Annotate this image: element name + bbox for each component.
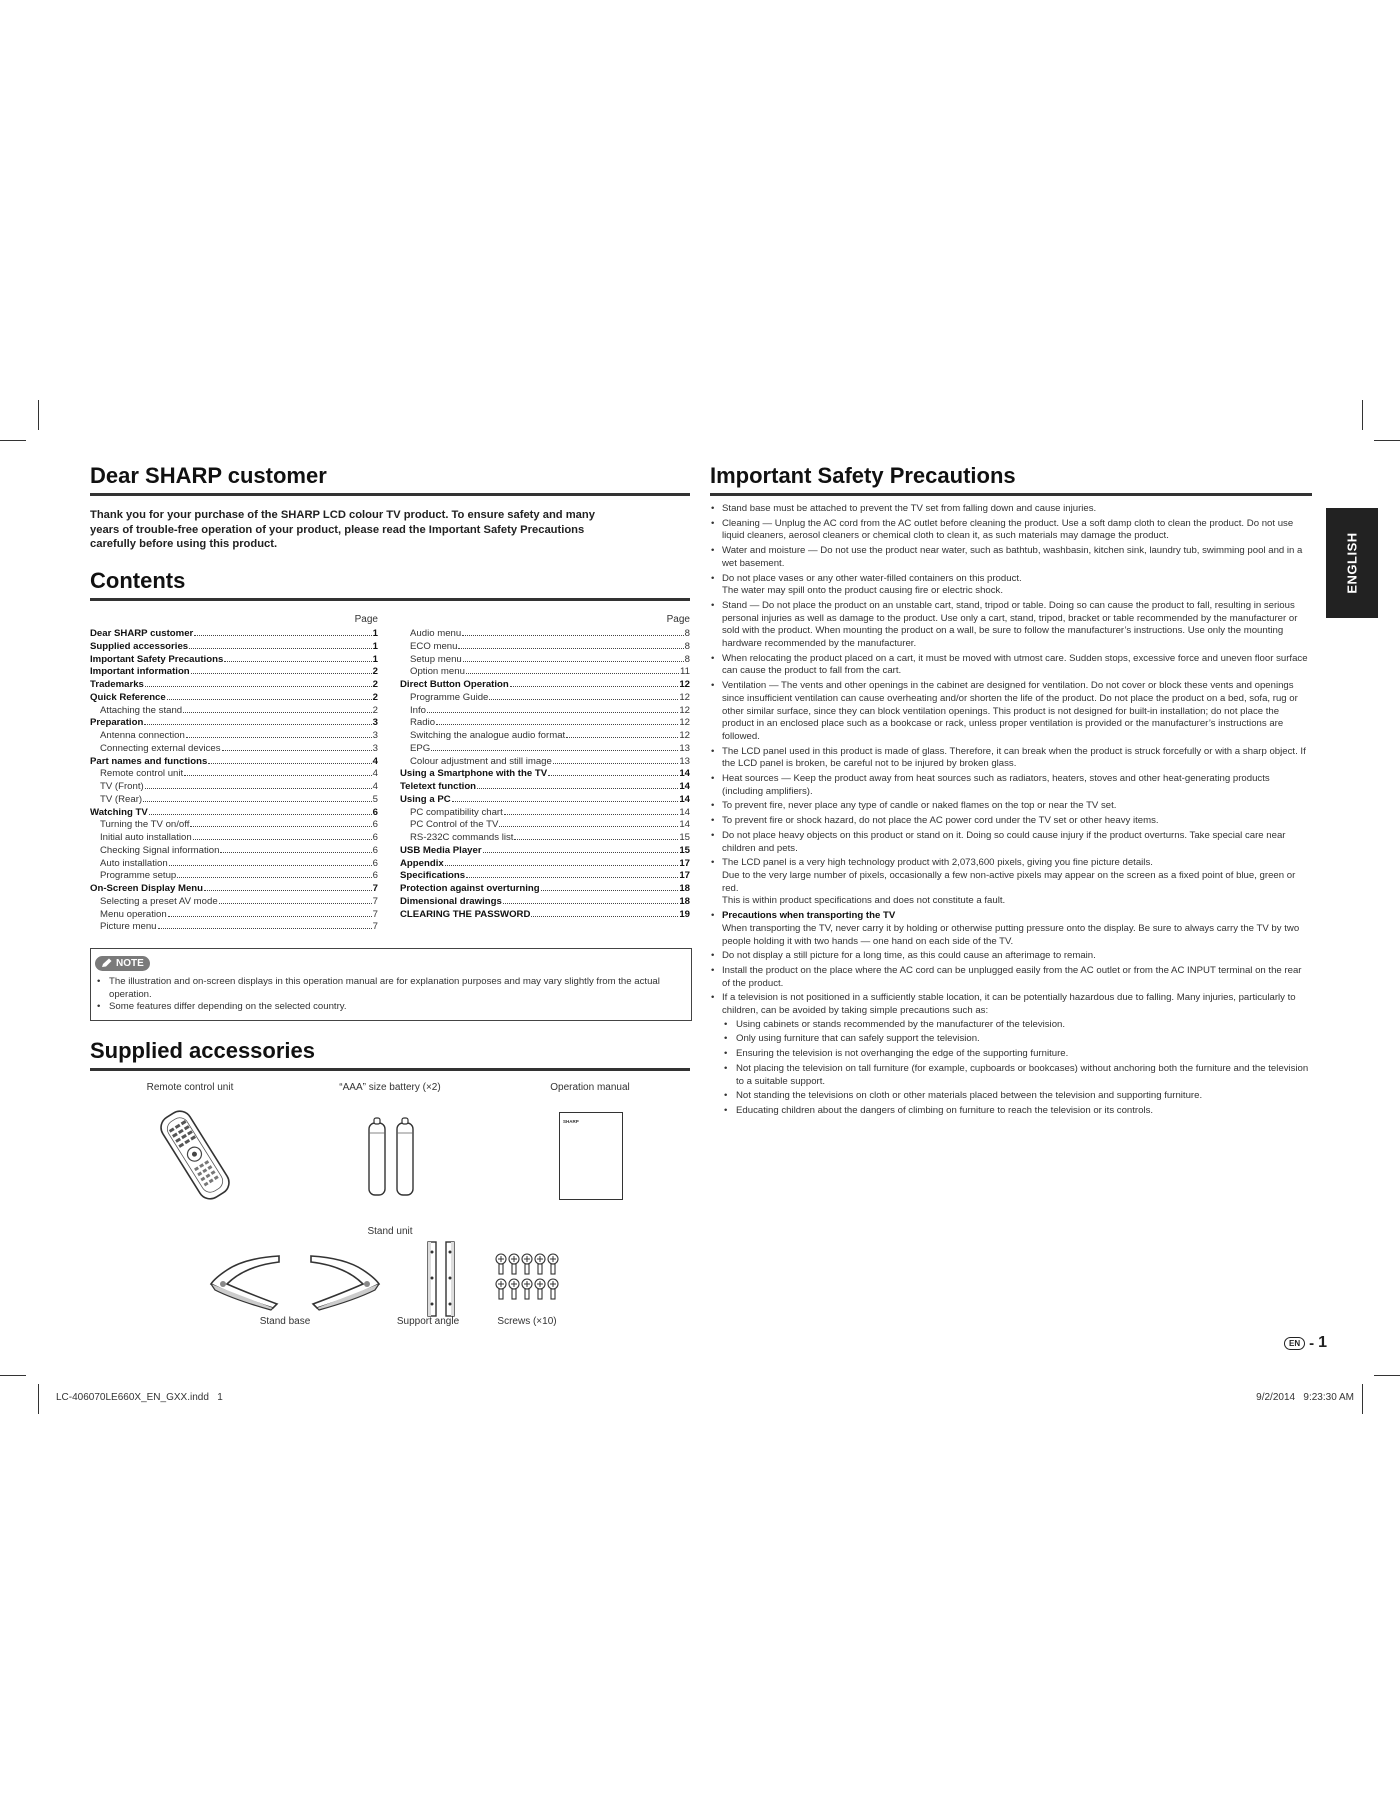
toc-title: Appendix xyxy=(400,857,444,869)
toc-title: Switching the analogue audio format xyxy=(410,730,566,741)
toc-title: Using a Smartphone with the TV xyxy=(400,768,548,780)
toc-title: Antenna connection xyxy=(100,730,185,741)
toc-entry xyxy=(400,730,690,743)
toc-title: Remote control unit xyxy=(100,768,184,780)
toc-entry xyxy=(400,628,690,641)
toc-page: 12 xyxy=(679,679,690,690)
toc-entry xyxy=(400,692,690,705)
toc-leader xyxy=(149,814,372,815)
toc-leader xyxy=(504,814,679,815)
toc-leader xyxy=(158,928,372,929)
crop-mark xyxy=(0,440,26,441)
page-number-value: 1 xyxy=(1318,1334,1328,1351)
toc-leader xyxy=(541,890,679,891)
heading-rule xyxy=(90,598,690,601)
toc-entry xyxy=(90,641,378,654)
toc-page: 7 xyxy=(372,921,378,933)
toc-title: Setup menu xyxy=(410,653,462,665)
toc-title: TV (Rear) xyxy=(100,793,143,805)
toc-title: Colour adjustment and still image xyxy=(410,755,552,767)
en-badge: EN xyxy=(1284,1337,1305,1350)
safety-text: • Do not place heavy objects on this product or stand on it. Doing so could cause injury if the product overturns. Take special care near children and pets. xyxy=(722,829,1286,854)
toc-title: CLEARING THE PASSWORD xyxy=(400,908,531,920)
screws-image xyxy=(494,1252,560,1306)
toc-leader xyxy=(431,750,678,751)
toc-leader xyxy=(510,686,679,687)
toc-page: 3 xyxy=(372,717,378,729)
safety-subitem: • Using cabinets or stands recommended by the manufacturer of the television. xyxy=(722,1019,1312,1032)
toc-title: Specifications xyxy=(400,870,466,882)
toc-entry xyxy=(400,807,690,820)
safety-text: • Cleaning — Unplug the AC cord from the AC outlet before cleaning the product. Use a soft damp cloth to clean the product. Do not use liquid cleaners, aerosol cleaners or chemical cloth to clean it, as such materials may damage the product. xyxy=(722,517,1294,542)
toc-title: Teletext function xyxy=(400,781,477,792)
manual-cover-brand: SHARP xyxy=(563,1119,579,1124)
toc-leader xyxy=(208,763,371,764)
safety-item xyxy=(710,950,1312,963)
remote-control-image xyxy=(145,1110,245,1200)
toc-title: Menu operation xyxy=(100,908,167,920)
page-number xyxy=(1284,1334,1327,1352)
toc-title: Important information xyxy=(90,666,190,678)
toc-page: 5 xyxy=(372,793,378,805)
toc-entry xyxy=(90,654,378,667)
toc-entry xyxy=(400,679,690,692)
toc-leader xyxy=(191,673,372,674)
toc-page: 8 xyxy=(684,640,690,652)
toc-entry xyxy=(90,832,378,845)
toc-entry xyxy=(400,743,690,756)
toc-page: 12 xyxy=(679,730,690,741)
toc-entry xyxy=(400,717,690,730)
screws-label: Screws (×10) xyxy=(497,1316,557,1327)
toc-title: RS-232C commands list xyxy=(410,832,514,843)
crop-mark xyxy=(1362,400,1363,430)
toc-leader xyxy=(553,763,678,764)
safety-subitem: • Only using furniture that can safely support the television. xyxy=(722,1033,1312,1046)
toc-entry xyxy=(400,819,690,832)
intro-text: Thank you for your purchase of the SHARP LCD colour TV product. To ensure safety and many years of trouble-free operation of your product, please read the Important Safety Precautions carefully before using this product. xyxy=(90,509,595,550)
safety-section xyxy=(710,463,1312,496)
crop-mark xyxy=(38,1384,39,1414)
footer-filename: LC-406070LE660X_EN_GXX.indd 1 xyxy=(56,1392,223,1403)
note-item: • Some features differ depending on the selected country. xyxy=(95,1001,685,1014)
toc-leader xyxy=(169,865,372,866)
toc-leader xyxy=(145,686,372,687)
safety-item xyxy=(710,910,1312,948)
toc-entry xyxy=(90,743,378,756)
toc-page: 6 xyxy=(372,870,378,882)
safety-item xyxy=(710,503,1312,516)
toc-title: Option menu xyxy=(410,666,465,678)
toc-title: Protection against overturning xyxy=(400,883,540,894)
heading-rule xyxy=(710,493,1312,496)
toc-leader xyxy=(548,775,678,776)
toc-title: Auto installation xyxy=(100,857,168,869)
toc-entry xyxy=(90,794,378,807)
safety-item xyxy=(710,545,1312,570)
toc-entry xyxy=(90,768,378,781)
toc-page: 6 xyxy=(372,832,378,843)
stand-unit-label: Stand unit xyxy=(367,1226,413,1237)
safety-text: • Ventilation — The vents and other openings in the cabinet are designed for ventilation. Do not cover or block these vents and openings since insufficient ventilation can cause overheating and/or shorten the life of the product. Do not place the product on a bed, sofa, rug or other similar surface, since they can block ventilation openings. This product is not designed for built-in installation; do not place the product in an enclosed place such as a bookcase or rack, unless proper ventilation is provided or the manufacturer’s instructions are followed. xyxy=(722,680,1298,742)
note-badge xyxy=(95,956,150,971)
page-dash: - xyxy=(1309,1334,1315,1352)
toc-page: 14 xyxy=(679,806,690,818)
toc-title: Dear SHARP customer xyxy=(90,628,194,639)
manual-label: Operation manual xyxy=(550,1082,630,1093)
crop-mark xyxy=(1374,440,1400,441)
safety-text: • The LCD panel used in this product is made of glass. Therefore, it can break when the product is struck forcefully or with a sharp object. If the LCD panel is broken, be careful not to be injured by broken glass. xyxy=(722,745,1306,770)
safety-text-continued: The water may spill onto the product causing fire or electric shock. xyxy=(722,585,1004,597)
toc-page: 7 xyxy=(372,908,378,920)
toc-leader xyxy=(514,839,678,840)
toc-page: 2 xyxy=(372,666,378,678)
dear-customer-heading: Dear SHARP customer xyxy=(90,463,327,488)
toc-leader xyxy=(222,750,372,751)
toc-page: 14 xyxy=(679,819,690,831)
toc-page: 12 xyxy=(679,691,690,703)
toc-entry xyxy=(90,845,378,858)
safety-heading: Important Safety Precautions xyxy=(710,463,1016,488)
toc-title: USB Media Player xyxy=(400,844,482,856)
toc-page: 8 xyxy=(684,653,690,665)
toc-entry xyxy=(400,666,690,679)
toc-leader xyxy=(194,635,371,636)
safety-list xyxy=(710,503,1312,1120)
safety-item xyxy=(710,653,1312,678)
toc-page: 11 xyxy=(680,666,690,678)
toc-entry xyxy=(90,909,378,922)
safety-text: • Do not display a still picture for a long time, as this could cause an afterimage to remain. xyxy=(722,950,1096,962)
toc-title: Preparation xyxy=(90,717,144,729)
toc-page: 17 xyxy=(679,870,690,882)
toc-title: Dimensional drawings xyxy=(400,895,502,907)
toc-leader xyxy=(489,699,678,700)
toc-entry xyxy=(400,870,690,883)
toc-leader xyxy=(145,788,372,789)
toc-title: Using a PC xyxy=(400,793,451,805)
accessories-section xyxy=(90,1038,690,1071)
toc-leader xyxy=(190,826,371,827)
crop-mark xyxy=(1374,1375,1400,1376)
safety-item xyxy=(710,746,1312,771)
toc-page: 15 xyxy=(679,844,690,856)
toc-right-column xyxy=(400,628,690,921)
stand-base-label: Stand base xyxy=(259,1316,311,1327)
toc-leader xyxy=(144,724,371,725)
safety-text: • If a television is not positioned in a sufficiently stable location, it can be potentially hazardous due to falling. Many injuries, particularly to children, can be avoided by taking simple precautions such as: xyxy=(722,992,1296,1017)
toc-page: 1 xyxy=(372,628,378,639)
safety-item xyxy=(710,830,1312,855)
toc-title: ECO menu xyxy=(410,640,458,652)
toc-page: 14 xyxy=(679,768,690,780)
stand-base-image xyxy=(205,1252,385,1312)
toc-title: Programme Guide xyxy=(410,691,489,703)
toc-entry xyxy=(90,692,378,705)
toc-leader xyxy=(436,724,678,725)
toc-title: Audio menu xyxy=(410,628,462,639)
safety-text: • Precautions when transporting the TV xyxy=(722,910,896,922)
toc-title: Picture menu xyxy=(100,921,157,933)
safety-item xyxy=(710,680,1312,744)
toc-title: Checking Signal information xyxy=(100,844,220,856)
toc-entry xyxy=(400,705,690,718)
crop-mark xyxy=(38,400,39,430)
toc-leader xyxy=(168,916,372,917)
toc-title: Attaching the stand xyxy=(100,704,183,716)
toc-page: 6 xyxy=(372,844,378,856)
safety-text: • When relocating the product placed on a cart, it must be moved with utmost care. Sudden stops, excessive force and uneven floor surface can cause the product to fall from the cart. xyxy=(722,652,1308,677)
toc-entry xyxy=(400,832,690,845)
toc-entry xyxy=(90,666,378,679)
toc-leader xyxy=(427,712,678,713)
toc-title: Trademarks xyxy=(90,679,144,690)
safety-text: • Install the product on the place where the AC cord can be unplugged easily from the AC outlet or from the AC INPUT terminal on the rear of the product. xyxy=(722,964,1302,989)
toc-title: On-Screen Display Menu xyxy=(90,883,204,894)
toc-entry xyxy=(90,705,378,718)
toc-title: Important Safety Precautions xyxy=(90,653,224,665)
toc-entry xyxy=(400,909,690,922)
heading-rule xyxy=(90,1068,690,1071)
toc-title: Direct Button Operation xyxy=(400,679,509,690)
toc-entry xyxy=(400,896,690,909)
manual-image xyxy=(559,1112,623,1200)
toc-leader xyxy=(445,865,679,866)
toc-entry xyxy=(400,768,690,781)
toc-page: 1 xyxy=(372,653,378,665)
toc-entry xyxy=(400,858,690,871)
toc-title: PC Control of the TV xyxy=(410,819,499,831)
safety-text-continued: This is within product specifications and does not constitute a fault. xyxy=(722,895,1006,907)
toc-leader xyxy=(184,775,371,776)
safety-text: • To prevent fire or shock hazard, do not place the AC power cord under the TV set or other heavy items. xyxy=(722,815,1159,827)
toc-page: 19 xyxy=(679,908,690,920)
toc-page: 7 xyxy=(372,895,378,907)
toc-page: 3 xyxy=(372,730,378,741)
toc-entry xyxy=(90,807,378,820)
footer-date: 9/2/2014 9:23:30 AM xyxy=(1256,1392,1354,1403)
toc-leader xyxy=(462,635,683,636)
toc-entry xyxy=(90,870,378,883)
toc-page: 6 xyxy=(372,806,378,818)
toc-leader xyxy=(224,661,371,662)
safety-subitem: • Not standing the televisions on cloth or other materials placed between the television and supporting furniture. xyxy=(722,1090,1312,1103)
safety-item xyxy=(710,815,1312,828)
contents-heading: Contents xyxy=(90,568,186,593)
toc-title: PC compatibility chart xyxy=(410,806,503,818)
note-list xyxy=(95,976,685,1014)
toc-title: TV (Front) xyxy=(100,781,144,792)
safety-text: • Stand base must be attached to prevent the TV set from falling down and cause injuries. xyxy=(722,503,1097,514)
toc-leader xyxy=(219,903,372,904)
toc-leader xyxy=(566,737,678,738)
toc-page: 14 xyxy=(679,793,690,805)
toc-entry xyxy=(400,845,690,858)
toc-title: Quick Reference xyxy=(90,691,166,703)
toc-leader xyxy=(477,788,678,789)
note-label: NOTE xyxy=(116,957,144,969)
toc-title: Connecting external devices xyxy=(100,742,221,754)
toc-leader xyxy=(499,826,678,827)
toc-page: 6 xyxy=(372,857,378,869)
toc-leader xyxy=(186,737,372,738)
toc-entry xyxy=(90,717,378,730)
toc-entry xyxy=(90,858,378,871)
safety-text-continued: When transporting the TV, never carry it by holding or otherwise putting pressure onto the display. Be sure to always carry the TV by two people holding it with two hands — one hand on each side of the TV. xyxy=(722,922,1300,947)
toc-leader xyxy=(177,877,371,878)
toc-page: 4 xyxy=(372,755,378,767)
toc-entry xyxy=(400,883,690,896)
toc-page: 2 xyxy=(372,691,378,703)
language-side-tab xyxy=(1326,508,1378,618)
support-angle-label: Support angle xyxy=(396,1316,460,1327)
toc-title: Part names and functions xyxy=(90,755,208,767)
toc-entry xyxy=(400,641,690,654)
toc-leader xyxy=(466,877,678,878)
toc-page: 14 xyxy=(679,781,690,792)
toc-title: EPG xyxy=(410,742,431,754)
toc-title: Turning the TV on/off xyxy=(100,819,190,831)
battery-label: “AAA” size battery (×2) xyxy=(339,1082,441,1093)
toc-entry xyxy=(90,921,378,934)
toc-title: Programme setup xyxy=(100,870,177,882)
toc-page: 18 xyxy=(679,895,690,907)
toc-page: 13 xyxy=(679,755,690,767)
toc-page: 4 xyxy=(372,781,378,792)
toc-leader xyxy=(183,712,372,713)
safety-text: • Water and moisture — Do not use the product near water, such as bathtub, washbasin, kitchen sink, laundry tub, swimming pool and in a wet basement. xyxy=(722,545,1303,569)
safety-item xyxy=(710,600,1312,651)
toc-page: 13 xyxy=(679,742,690,754)
toc-leader xyxy=(531,916,678,917)
toc-page: 12 xyxy=(679,704,690,716)
toc-page: 4 xyxy=(372,768,378,780)
heading-rule xyxy=(90,493,690,496)
toc-leader xyxy=(167,699,372,700)
toc-leader xyxy=(503,903,679,904)
toc-title: Selecting a preset AV mode xyxy=(100,895,218,907)
battery-image xyxy=(364,1117,420,1197)
toc-leader xyxy=(220,852,371,853)
page-label-right: Page xyxy=(666,614,690,625)
note-item: • The illustration and on-screen displays in this operation manual are for explanation purposes and may vary slightly from the actual operation. xyxy=(95,976,685,1001)
toc-page: 12 xyxy=(679,717,690,729)
toc-entry xyxy=(400,756,690,769)
toc-leader xyxy=(143,801,372,802)
toc-entry xyxy=(90,781,378,794)
toc-entry xyxy=(90,883,378,896)
safety-text: • To prevent fire, never place any type of candle or naked flames on the top or near the TV set. xyxy=(722,800,1117,812)
note-box xyxy=(90,948,692,1021)
safety-subitem: • Educating children about the dangers of climbing on furniture to reach the television or its controls. xyxy=(722,1105,1312,1118)
safety-item xyxy=(710,800,1312,813)
toc-page: 7 xyxy=(372,883,378,894)
toc-entry xyxy=(90,819,378,832)
toc-entry xyxy=(400,781,690,794)
toc-leader xyxy=(463,661,684,662)
toc-title: Watching TV xyxy=(90,806,148,818)
toc-leader xyxy=(458,648,683,649)
safety-item xyxy=(710,573,1312,598)
toc-page: 6 xyxy=(372,819,378,831)
toc-entry xyxy=(90,628,378,641)
toc-page: 1 xyxy=(372,640,378,652)
toc-title: Radio xyxy=(410,717,436,729)
toc-entry xyxy=(90,679,378,692)
remote-label: Remote control unit xyxy=(146,1082,234,1093)
toc-leader xyxy=(189,648,372,649)
support-angle-image xyxy=(424,1240,460,1318)
dear-customer-section xyxy=(90,463,690,552)
accessories-heading: Supplied accessories xyxy=(90,1038,315,1063)
toc-title: Initial auto installation xyxy=(100,832,192,843)
crop-mark xyxy=(0,1375,26,1376)
toc-page: 17 xyxy=(679,857,690,869)
safety-subitem: • Not placing the television on tall furniture (for example, cupboards or bookcases) without anchoring both the furniture and the television to a suitable support. xyxy=(722,1063,1312,1088)
safety-text: • Do not place vases or any other water-filled containers on this product. xyxy=(722,572,1022,584)
toc-entry xyxy=(90,730,378,743)
safety-item xyxy=(710,773,1312,798)
safety-text-continued: Due to the very large number of pixels, occasionally a few non-active pixels may appear on the screen as a fixed point of blue, green or red. xyxy=(722,869,1296,894)
toc-title: Supplied accessories xyxy=(90,640,189,652)
toc-entry xyxy=(90,756,378,769)
safety-subitem: • Ensuring the television is not overhanging the edge of the supporting furniture. xyxy=(722,1048,1312,1061)
language-tab-label: ENGLISH xyxy=(1344,532,1360,594)
safety-text: • Stand — Do not place the product on an unstable cart, stand, tripod or table. Doing so can cause the product to fall, resulting in serious personal injuries as well as damage to the product. Use only a cart, stand, tripod, bracket or table recommended by the manufacturer or sold with the product. When mounting the product on a wall, be sure to follow the manufacturer’s instructions. Use only the mounting hardware recommended by the manufacturer. xyxy=(722,599,1298,650)
safety-item xyxy=(710,965,1312,990)
toc-leader xyxy=(193,839,372,840)
toc-page: 2 xyxy=(372,679,378,690)
toc-entry xyxy=(90,896,378,909)
safety-sublist xyxy=(722,1019,1312,1118)
toc-page: 3 xyxy=(372,742,378,754)
toc-leader xyxy=(466,673,679,674)
toc-entry xyxy=(400,794,690,807)
toc-page: 2 xyxy=(372,704,378,716)
toc-page: 18 xyxy=(679,883,690,894)
pencil-icon xyxy=(101,958,113,968)
safety-item xyxy=(710,518,1312,543)
contents-section xyxy=(90,568,690,601)
crop-mark xyxy=(1362,1384,1363,1414)
toc-left-column xyxy=(90,628,378,934)
toc-leader xyxy=(204,890,372,891)
safety-item xyxy=(710,992,1312,1117)
toc-entry xyxy=(400,654,690,667)
toc-leader xyxy=(452,801,679,802)
toc-title: Info xyxy=(410,704,427,716)
toc-page: 15 xyxy=(679,832,690,843)
toc-page: 8 xyxy=(684,628,690,639)
toc-leader xyxy=(483,852,679,853)
page-label-left: Page xyxy=(354,614,378,625)
safety-item xyxy=(710,857,1312,908)
safety-text: • Heat sources — Keep the product away from heat sources such as radiators, heaters, stoves and other heat-generating products (including amplifiers). xyxy=(722,773,1270,797)
safety-text: • The LCD panel is a very high technology product with 2,073,600 pixels, giving you fine picture details. xyxy=(722,857,1153,869)
